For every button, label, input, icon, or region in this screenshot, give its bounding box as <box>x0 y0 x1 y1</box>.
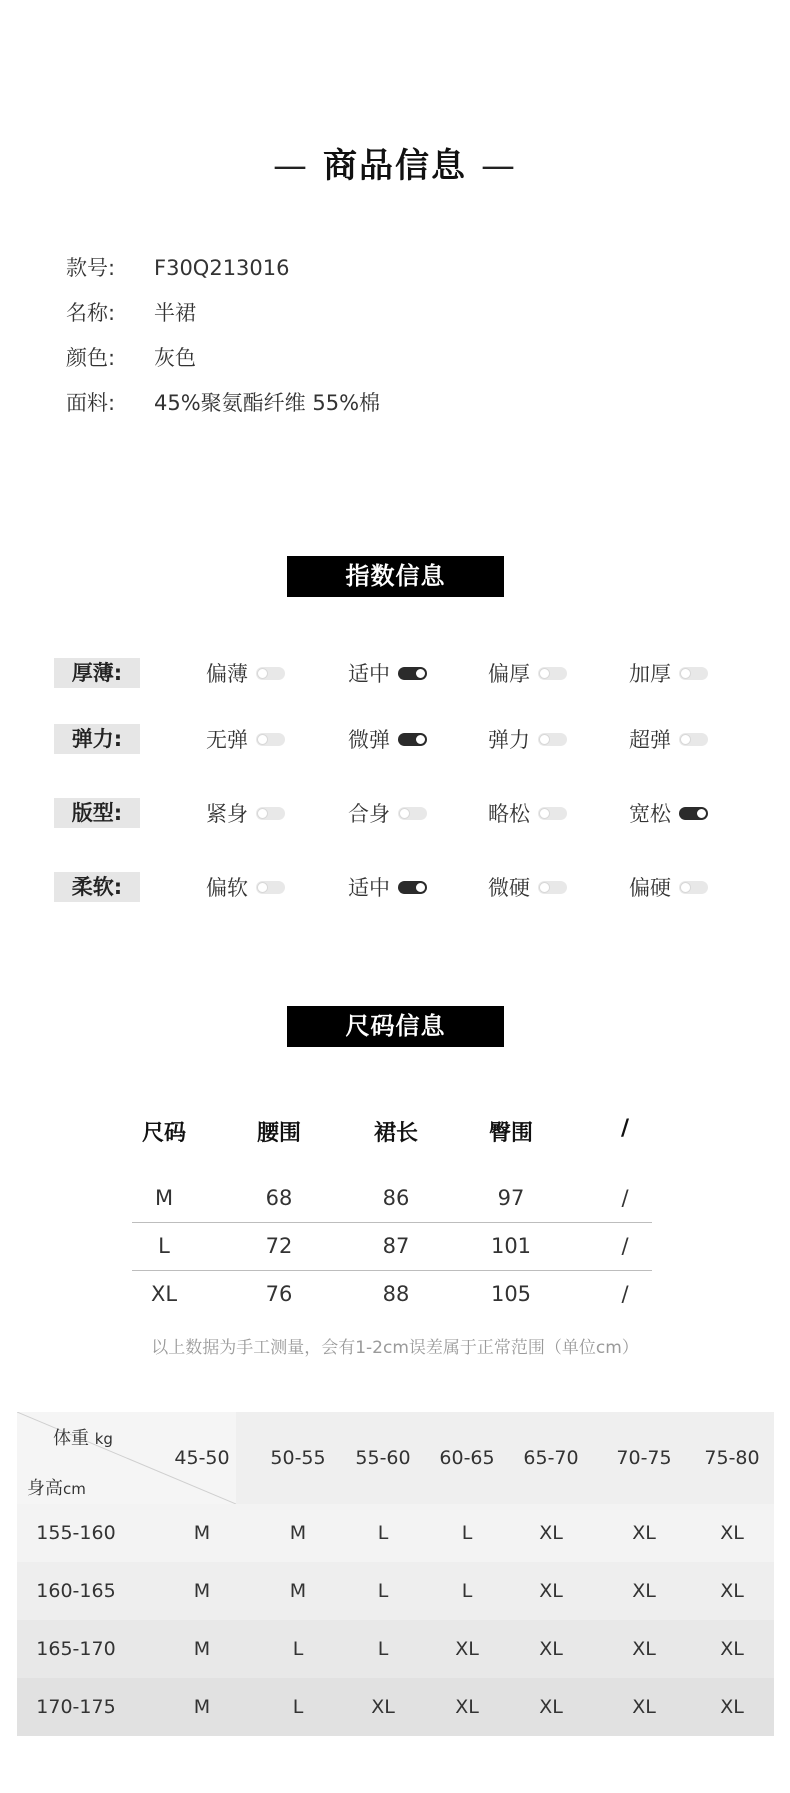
info-key: 面料: <box>66 391 116 415</box>
toggle-off-icon[interactable] <box>256 667 285 680</box>
size-cell: 97 <box>497 1186 525 1210</box>
weight-header-row <box>17 1412 774 1504</box>
recommended-size-cell: L <box>377 1638 389 1660</box>
index-option-label: 偏软 <box>206 876 248 900</box>
size-cell: M <box>154 1186 174 1210</box>
weight-table-row <box>17 1620 774 1678</box>
size-cell: 105 <box>490 1282 532 1306</box>
info-key: 款号: <box>66 256 116 280</box>
size-row-l <box>0 1222 790 1270</box>
recommended-size-cell: M <box>289 1580 307 1602</box>
height-range-cell: 170-175 <box>36 1696 116 1718</box>
toggle-off-icon[interactable] <box>679 733 708 746</box>
weight-header-cell: 75-80 <box>704 1447 760 1469</box>
index-option[interactable] <box>629 872 708 904</box>
title-dash-right: — <box>481 146 517 186</box>
size-cell: 87 <box>382 1234 410 1258</box>
recommended-size-cell: XL <box>720 1638 744 1660</box>
weight-height-table <box>17 1412 774 1736</box>
info-row-color <box>66 342 196 372</box>
size-header-cell: 腰围 <box>256 1121 301 1146</box>
recommended-size-cell: L <box>461 1522 473 1544</box>
index-option-label: 适中 <box>348 662 390 686</box>
recommended-size-cell: L <box>377 1580 389 1602</box>
height-label-text: 身高 <box>27 1478 63 1499</box>
index-option[interactable] <box>348 724 427 756</box>
index-row <box>0 724 790 756</box>
recommended-size-cell: M <box>193 1522 211 1544</box>
recommended-size-cell: XL <box>455 1638 479 1660</box>
size-cell: 68 <box>265 1186 293 1210</box>
index-option-label: 偏厚 <box>488 662 530 686</box>
height-range-cell: 160-165 <box>36 1580 116 1602</box>
toggle-off-icon[interactable] <box>679 881 708 894</box>
size-row-m <box>0 1174 790 1222</box>
recommended-size-cell: L <box>461 1580 473 1602</box>
index-option[interactable] <box>206 798 285 830</box>
toggle-on-icon[interactable] <box>679 807 708 820</box>
recommended-size-cell: XL <box>539 1638 563 1660</box>
recommended-size-cell: M <box>289 1522 307 1544</box>
size-info-banner: 尺码信息 <box>287 1006 504 1047</box>
index-option-label: 微硬 <box>488 876 530 900</box>
index-option[interactable] <box>206 658 285 690</box>
recommended-size-cell: XL <box>539 1696 563 1718</box>
weight-axis-label <box>53 1424 113 1450</box>
weight-header-cell: 50-55 <box>270 1447 326 1469</box>
index-row <box>0 798 790 830</box>
weight-table-row <box>17 1678 774 1736</box>
index-option-label: 适中 <box>348 876 390 900</box>
recommended-size-cell: XL <box>720 1522 744 1544</box>
recommended-size-cell: M <box>193 1638 211 1660</box>
index-info-banner: 指数信息 <box>287 556 504 597</box>
toggle-off-icon[interactable] <box>398 807 427 820</box>
weight-table-body <box>17 1504 774 1736</box>
index-row <box>0 658 790 690</box>
toggle-off-icon[interactable] <box>256 807 285 820</box>
info-key: 颜色: <box>66 346 116 370</box>
recommended-size-cell: L <box>377 1522 389 1544</box>
index-row-label: 版型: <box>54 798 140 828</box>
weight-header-cell: 65-70 <box>523 1447 579 1469</box>
index-row-label: 柔软: <box>54 872 140 902</box>
toggle-off-icon[interactable] <box>538 667 567 680</box>
index-option-label: 微弹 <box>348 728 390 752</box>
size-header-cell: 臀围 <box>488 1121 533 1146</box>
measurement-note: 以上数据为手工测量，会有1-2cm误差属于正常范围（单位cm） <box>151 1338 639 1358</box>
index-option[interactable] <box>206 872 285 904</box>
toggle-on-icon[interactable] <box>398 881 427 894</box>
weight-label-text: 体重 <box>53 1428 89 1449</box>
recommended-size-cell: L <box>292 1638 304 1660</box>
weight-header-cell: 55-60 <box>355 1447 411 1469</box>
size-cell: 88 <box>382 1282 410 1306</box>
index-option-label: 弹力 <box>488 728 530 752</box>
size-cell: 86 <box>382 1186 410 1210</box>
index-option[interactable] <box>629 724 708 756</box>
title-dash-left: — <box>273 146 309 186</box>
index-option-label: 偏薄 <box>206 662 248 686</box>
recommended-size-cell: M <box>193 1580 211 1602</box>
index-row-label: 厚薄: <box>54 658 140 688</box>
size-cell: / <box>621 1282 629 1306</box>
index-option-label: 偏硬 <box>629 876 671 900</box>
index-option-label: 紧身 <box>206 802 248 826</box>
size-header-cell: 尺码 <box>141 1121 186 1146</box>
info-row-name <box>66 297 196 327</box>
recommended-size-cell: XL <box>455 1696 479 1718</box>
index-option-label: 加厚 <box>629 662 671 686</box>
height-axis-label <box>27 1474 86 1500</box>
index-row-label: 弹力: <box>54 724 140 754</box>
size-cell: 76 <box>265 1282 293 1306</box>
recommended-size-cell: XL <box>632 1522 656 1544</box>
toggle-off-icon[interactable] <box>538 807 567 820</box>
size-cell: 72 <box>265 1234 293 1258</box>
size-header-cell: 裙长 <box>373 1121 418 1146</box>
recommended-size-cell: XL <box>632 1580 656 1602</box>
index-row <box>0 872 790 904</box>
weight-header-cell: 70-75 <box>616 1447 672 1469</box>
toggle-off-icon[interactable] <box>538 881 567 894</box>
weight-header-cell: 45-50 <box>174 1447 230 1469</box>
weight-unit: kg <box>94 1430 113 1448</box>
height-range-cell: 165-170 <box>36 1638 116 1660</box>
recommended-size-cell: XL <box>720 1580 744 1602</box>
size-table-header <box>0 1116 790 1152</box>
index-option[interactable] <box>348 798 427 830</box>
index-option[interactable] <box>488 724 567 756</box>
recommended-size-cell: XL <box>371 1696 395 1718</box>
toggle-off-icon[interactable] <box>256 881 285 894</box>
toggle-off-icon[interactable] <box>256 733 285 746</box>
index-option[interactable] <box>348 658 427 690</box>
size-row-xl <box>0 1270 790 1318</box>
recommended-size-cell: XL <box>720 1696 744 1718</box>
size-cell: 101 <box>490 1234 532 1258</box>
index-option[interactable] <box>488 658 567 690</box>
recommended-size-cell: M <box>193 1696 211 1718</box>
index-option[interactable] <box>629 798 708 830</box>
weight-table-row <box>17 1562 774 1620</box>
index-option[interactable] <box>488 872 567 904</box>
info-value: F30Q213016 <box>154 256 290 280</box>
recommended-size-cell: XL <box>632 1696 656 1718</box>
size-header-cell: / <box>620 1116 630 1141</box>
info-value: 半裙 <box>154 301 196 325</box>
product-info-title <box>0 138 790 187</box>
toggle-off-icon[interactable] <box>538 733 567 746</box>
recommended-size-cell: XL <box>539 1522 563 1544</box>
size-cell: XL <box>150 1282 178 1306</box>
index-option[interactable] <box>629 658 708 690</box>
index-option[interactable] <box>348 872 427 904</box>
index-option-label: 无弹 <box>206 728 248 752</box>
info-key: 名称: <box>66 301 116 325</box>
toggle-off-icon[interactable] <box>679 667 708 680</box>
index-option[interactable] <box>488 798 567 830</box>
height-range-cell: 155-160 <box>36 1522 116 1544</box>
weight-header-cell: 60-65 <box>439 1447 495 1469</box>
info-row-style-no <box>66 252 290 282</box>
info-row-fabric <box>66 387 380 417</box>
weight-table-row <box>17 1504 774 1562</box>
info-value: 45%聚氨酯纤维 55%棉 <box>154 391 381 415</box>
toggle-on-icon[interactable] <box>398 667 427 680</box>
info-value: 灰色 <box>154 346 196 370</box>
size-cell: / <box>621 1234 629 1258</box>
toggle-on-icon[interactable] <box>398 733 427 746</box>
recommended-size-cell: L <box>292 1696 304 1718</box>
recommended-size-cell: XL <box>539 1580 563 1602</box>
size-cell: L <box>158 1234 170 1258</box>
recommended-size-cell: XL <box>632 1638 656 1660</box>
index-option-label: 合身 <box>348 802 390 826</box>
index-option[interactable] <box>206 724 285 756</box>
size-cell: / <box>621 1186 629 1210</box>
product-info-title-text: 商品信息 <box>323 146 467 186</box>
index-option-label: 宽松 <box>629 802 671 826</box>
height-unit: cm <box>63 1480 86 1498</box>
index-option-label: 超弹 <box>629 728 671 752</box>
index-option-label: 略松 <box>488 802 530 826</box>
